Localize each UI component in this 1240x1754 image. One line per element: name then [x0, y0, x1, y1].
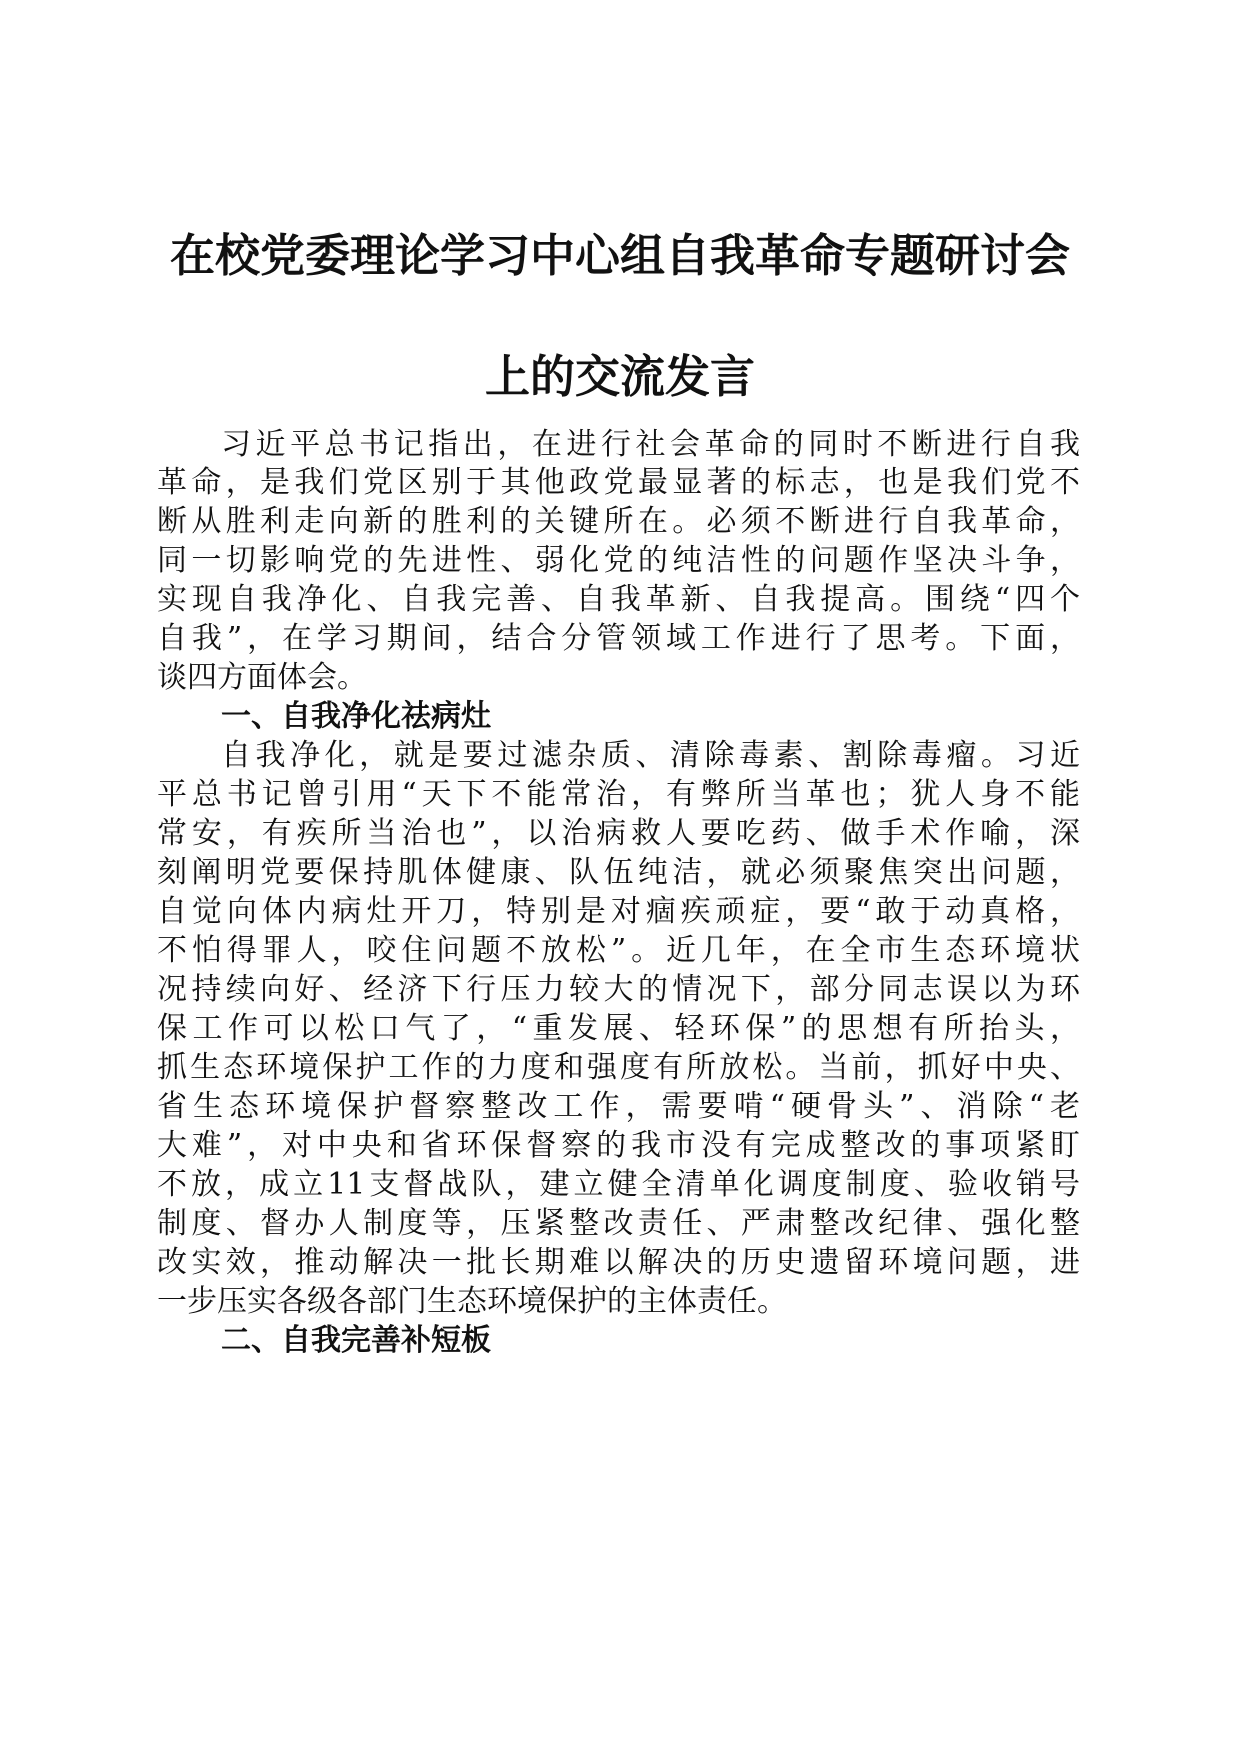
paragraph-line: 一步压实各级各部门生态环境保护的主体责任。	[157, 1284, 787, 1319]
paragraph-line: 断从胜利走向新的胜利的关键所在。必须不断进行自我革命，	[157, 504, 1080, 539]
paragraph-line: 不怕得罪人，咬住问题不放松”。近几年，在全市生态环境状	[157, 933, 1080, 968]
paragraph-line: 革命，是我们党区别于其他政党最显著的标志，也是我们党不	[157, 465, 1080, 500]
paragraph-line: 抓生态环境保护工作的力度和强度有所放松。当前，抓好中央、	[157, 1050, 1080, 1085]
document-title-line-2: 上的交流发言	[484, 350, 755, 403]
paragraph-line: 平总书记曾引用“天下不能常治，有弊所当革也；犹人身不能	[157, 777, 1080, 812]
section-heading-1: 一、自我净化祛病灶	[221, 699, 491, 734]
paragraph-line: 自我”，在学习期间，结合分管领域工作进行了思考。下面，	[157, 621, 1080, 656]
paragraph-line: 况持续向好、经济下行压力较大的情况下，部分同志误以为环	[157, 972, 1080, 1007]
paragraph-line: 不放，成立11支督战队，建立健全清单化调度制度、验收销号	[157, 1167, 1080, 1202]
paragraph-line: 自我净化，就是要过滤杂质、清除毒素、割除毒瘤。习近	[221, 738, 1080, 773]
paragraph-line: 制度、督办人制度等，压紧整改责任、严肃整改纪律、强化整	[157, 1206, 1080, 1241]
paragraph-line: 大难”，对中央和省环保督察的我市没有完成整改的事项紧盯	[157, 1128, 1080, 1163]
paragraph-line: 常安，有疾所当治也”，以治病救人要吃药、做手术作喻，深	[157, 816, 1080, 851]
paragraph-line: 改实效，推动解决一批长期难以解决的历史遗留环境问题，进	[157, 1245, 1080, 1280]
paragraph-line: 谈四方面体会。	[157, 660, 367, 695]
section-heading-2: 二、自我完善补短板	[221, 1323, 491, 1358]
paragraph-line: 自觉向体内病灶开刀，特别是对痼疾顽症，要“敢于动真格，	[157, 894, 1080, 929]
paragraph-line: 保工作可以松口气了，“重发展、轻环保”的思想有所抬头，	[157, 1011, 1080, 1046]
paragraph-line: 实现自我净化、自我完善、自我革新、自我提高。围绕“四个	[157, 582, 1080, 617]
paragraph-line: 同一切影响党的先进性、弱化党的纯洁性的问题作坚决斗争，	[157, 543, 1080, 578]
paragraph-line: 刻阐明党要保持肌体健康、队伍纯洁，就必须聚焦突出问题，	[157, 855, 1080, 890]
document-title-line-1: 在校党委理论学习中心组自我革命专题研讨会	[169, 229, 1070, 282]
paragraph-line: 省生态环境保护督察整改工作，需要啃“硬骨头”、消除“老	[157, 1089, 1080, 1124]
paragraph-line: 习近平总书记指出，在进行社会革命的同时不断进行自我	[221, 427, 1080, 462]
